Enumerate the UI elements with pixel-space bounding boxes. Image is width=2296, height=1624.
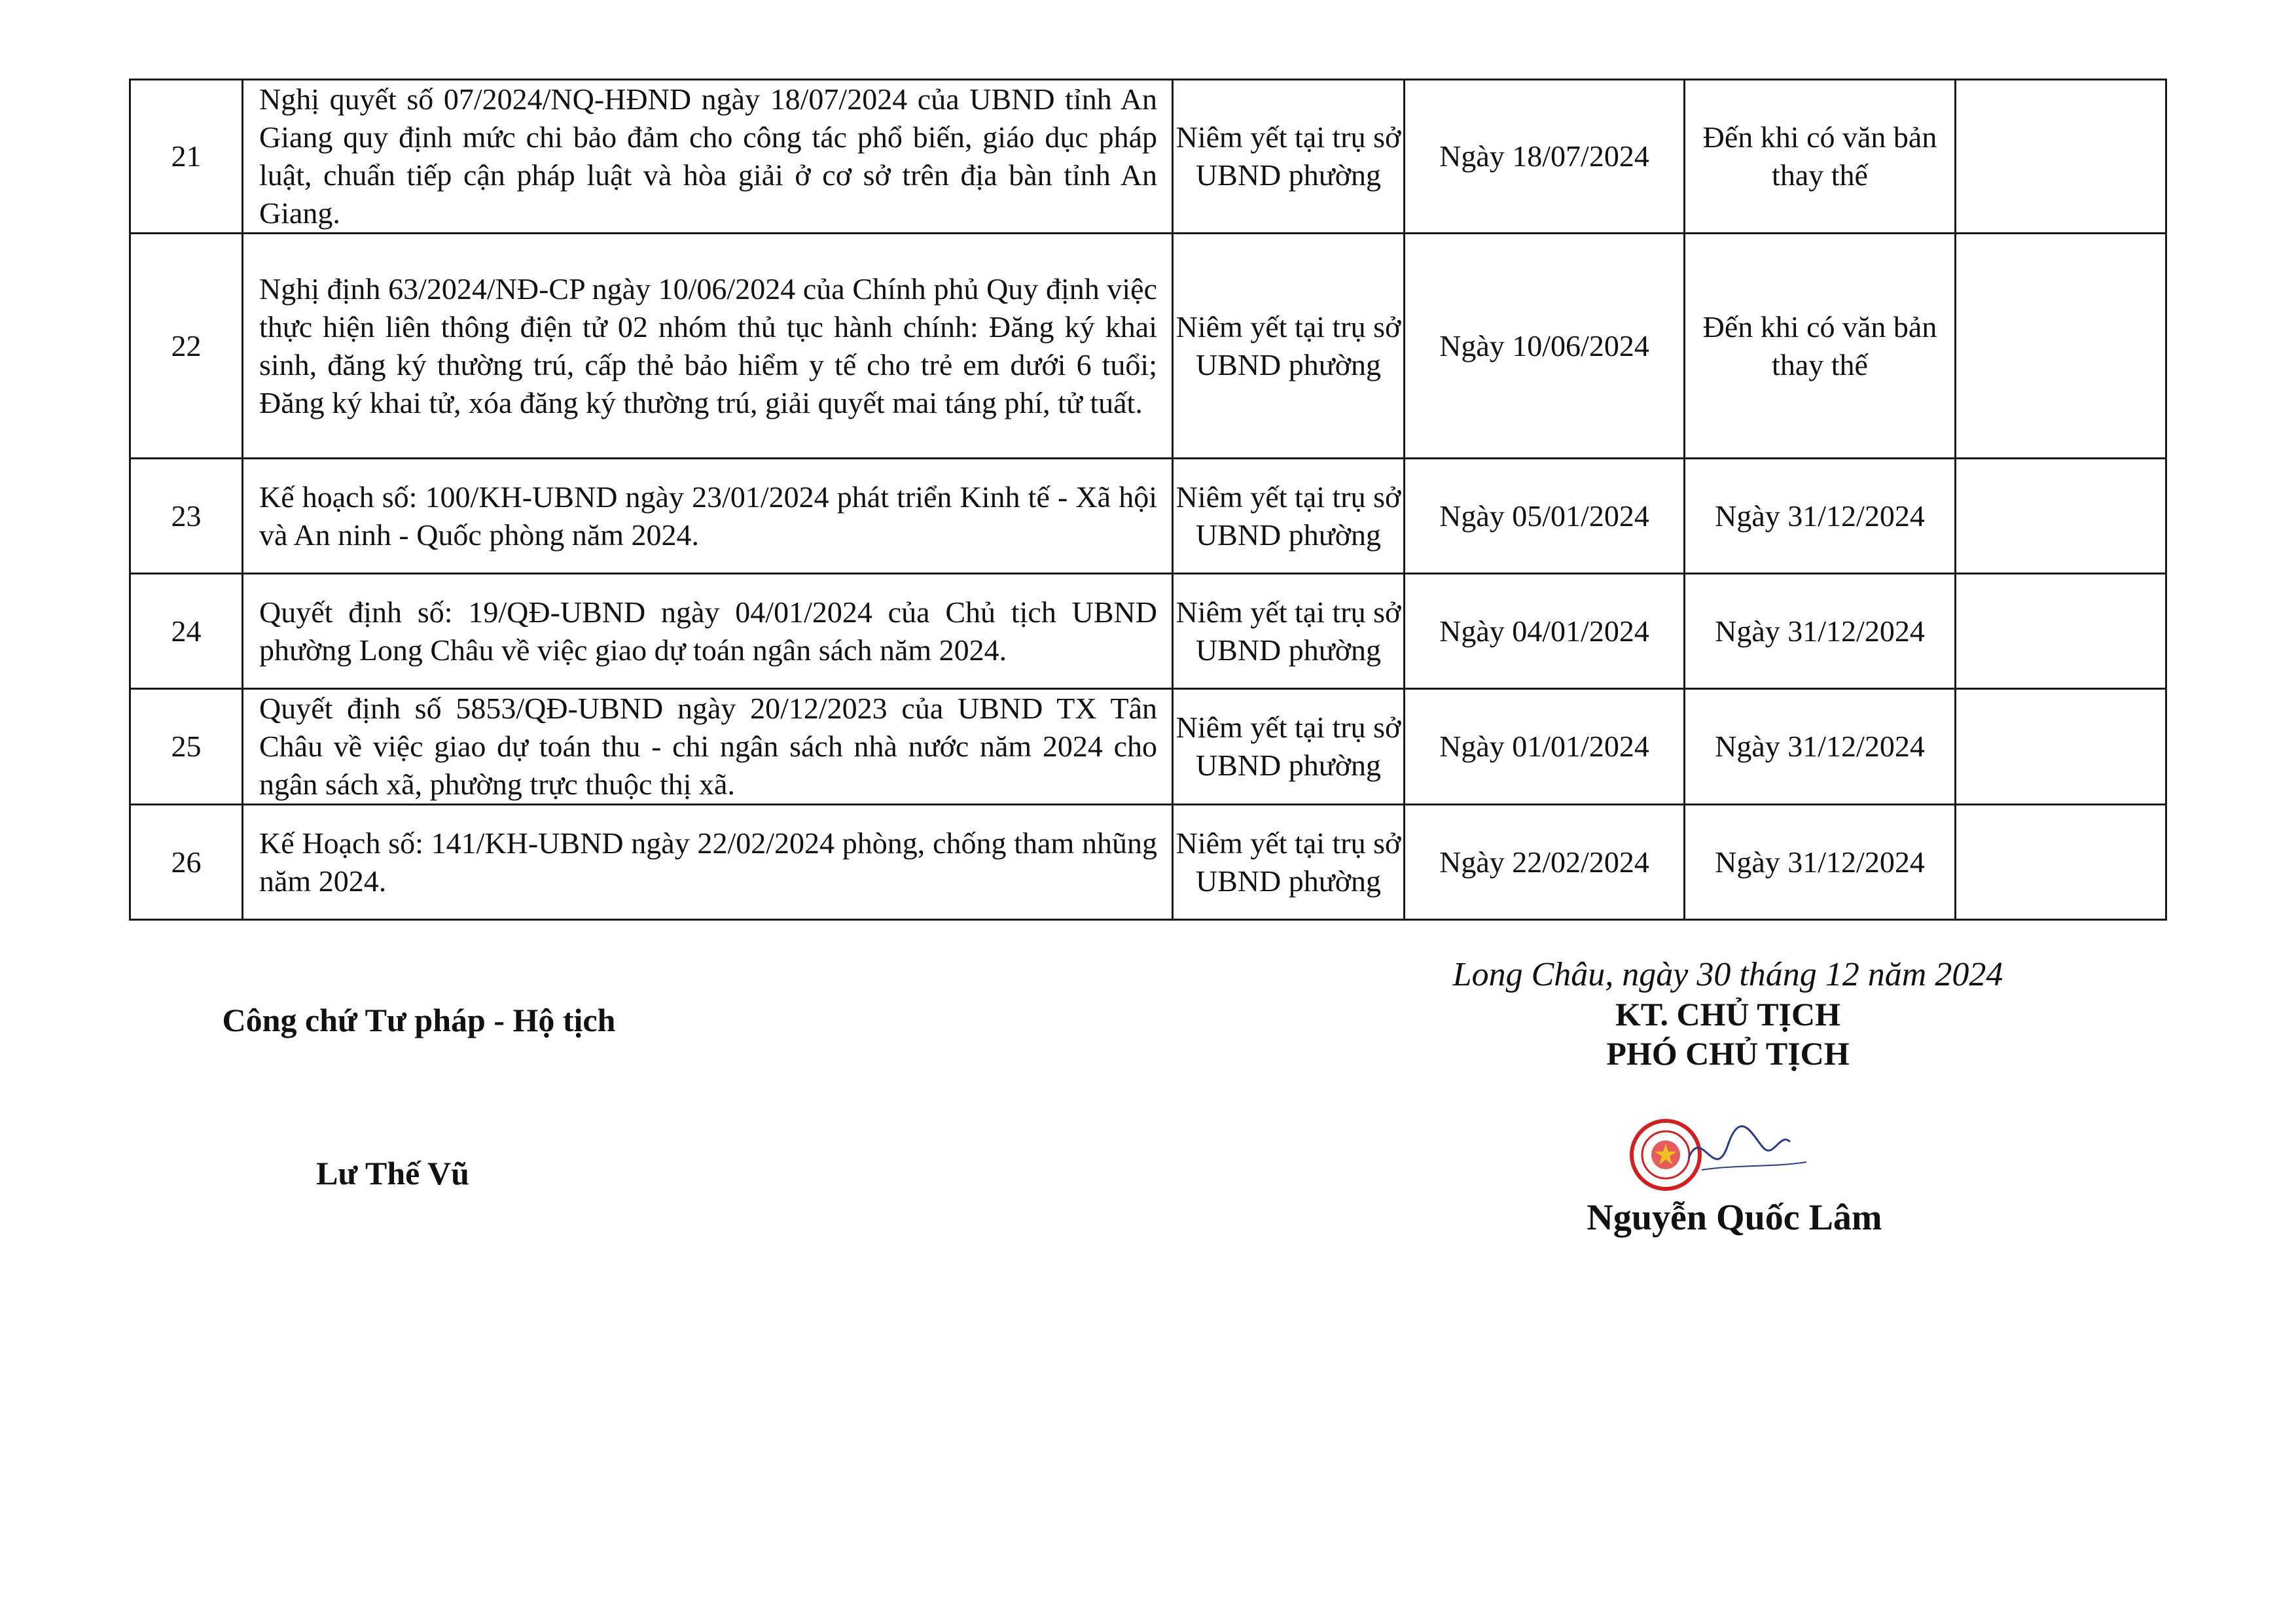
posting-method: Niêm yết tại trụ sở UBND phường: [1173, 574, 1405, 689]
table-row: [130, 234, 2166, 459]
signer-role-line2: PHÓ CHỦ TỊCH: [1606, 1035, 1850, 1072]
table-row: [130, 689, 2166, 805]
table-row: [130, 80, 2166, 234]
row-number: 26: [130, 805, 243, 920]
posting-method: Niêm yết tại trụ sở UBND phường: [1173, 234, 1405, 459]
officer-name: Lư Thế Vũ: [316, 1155, 469, 1192]
note-cell: [1956, 459, 2166, 574]
row-number: 25: [130, 689, 243, 805]
signer-name: Nguyễn Quốc Lâm: [1587, 1197, 1882, 1238]
note-cell: [1956, 80, 2166, 234]
start-date: Ngày 05/01/2024: [1405, 459, 1685, 574]
end-date: Đến khi có văn bản thay thế: [1685, 80, 1956, 234]
posting-method: Niêm yết tại trụ sở UBND phường: [1173, 80, 1405, 234]
document-description: Nghị quyết số 07/2024/NQ-HĐND ngày 18/07/2024 của UBND tỉnh An Giang quy định mức chi bảo đảm cho công tác phổ biến, giáo dục pháp luật, chuẩn tiếp cận pháp luật và hòa giải ở cơ sở trên địa bàn tỉnh An Giang.: [243, 80, 1173, 234]
note-cell: [1956, 689, 2166, 805]
table-row: [130, 459, 2166, 574]
end-date: Đến khi có văn bản thay thế: [1685, 234, 1956, 459]
end-date: Ngày 31/12/2024: [1685, 459, 1956, 574]
seal-and-signature-image: [1623, 1112, 1813, 1197]
document-description: Quyết định số 5853/QĐ-UBND ngày 20/12/2023 của UBND TX Tân Châu về việc giao dự toán thu - chi ngân sách nhà nước năm 2024 cho ngân sách xã, phường trực thuộc thị xã.: [243, 689, 1173, 805]
end-date: Ngày 31/12/2024: [1685, 805, 1956, 920]
left-signature-block: [157, 1001, 681, 1192]
start-date: Ngày 01/01/2024: [1405, 689, 1685, 805]
end-date: Ngày 31/12/2024: [1685, 689, 1956, 805]
document-description: Kế hoạch số: 100/KH-UBND ngày 23/01/2024 phát triển Kinh tế - Xã hội và An ninh - Quốc phòng năm 2024.: [243, 459, 1173, 574]
row-number: 23: [130, 459, 243, 574]
end-date: Ngày 31/12/2024: [1685, 574, 1956, 689]
table-row: [130, 574, 2166, 689]
document-description: Kế Hoạch số: 141/KH-UBND ngày 22/02/2024 phòng, chống tham nhũng năm 2024.: [243, 805, 1173, 920]
place-and-date: Long Châu, ngày 30 tháng 12 năm 2024: [1452, 956, 2003, 993]
posting-method: Niêm yết tại trụ sở UBND phường: [1173, 689, 1405, 805]
document-description: Nghị định 63/2024/NĐ-CP ngày 10/06/2024 của Chính phủ Quy định việc thực hiện liên thông điện tử 02 nhóm thủ tục hành chính: Đăng ký khai sinh, đăng ký thường trú, cấp thẻ bảo hiểm y tế cho trẻ em dưới 6 tuổi; Đăng ký khai tử, xóa đăng ký thường trú, giải quyết mai táng phí, tử tuất.: [243, 234, 1173, 459]
start-date: Ngày 10/06/2024: [1405, 234, 1685, 459]
start-date: Ngày 22/02/2024: [1405, 805, 1685, 920]
row-number: 22: [130, 234, 243, 459]
note-cell: [1956, 805, 2166, 920]
note-cell: [1956, 234, 2166, 459]
document-table: [129, 79, 2167, 921]
posting-method: Niêm yết tại trụ sở UBND phường: [1173, 459, 1405, 574]
start-date: Ngày 18/07/2024: [1405, 80, 1685, 234]
note-cell: [1956, 574, 2166, 689]
row-number: 21: [130, 80, 243, 234]
posting-method: Niêm yết tại trụ sở UBND phường: [1173, 805, 1405, 920]
document-description: Quyết định số: 19/QĐ-UBND ngày 04/01/2024 của Chủ tịch UBND phường Long Châu về việc giao dự toán ngân sách năm 2024.: [243, 574, 1173, 689]
start-date: Ngày 04/01/2024: [1405, 574, 1685, 689]
officer-title: Công chứ Tư pháp - Hộ tịch: [222, 1002, 616, 1038]
table-row: [130, 805, 2166, 920]
signer-role-line1: KT. CHỦ TỊCH: [1615, 996, 1841, 1033]
row-number: 24: [130, 574, 243, 689]
